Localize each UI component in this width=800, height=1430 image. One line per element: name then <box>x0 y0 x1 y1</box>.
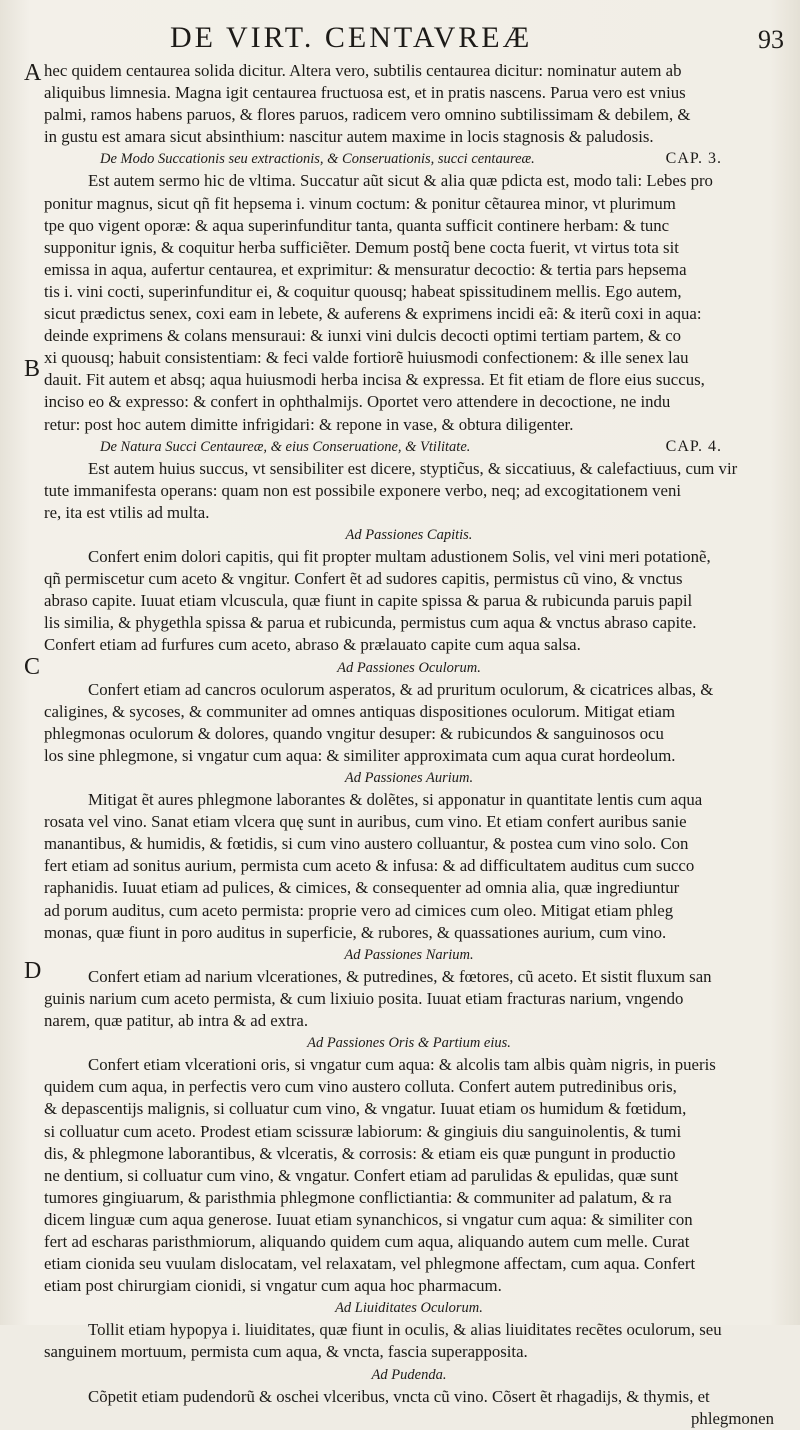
text-line <box>44 391 774 413</box>
line-text: Est autem sermo hic de vltima. Succatur aũt sicut & alia quæ pdicta est, modo tali: Lebes pro <box>88 171 713 191</box>
text-line <box>44 325 774 347</box>
line-text: etiam post chirurgiam cionidi, si vngatur cum aqua hoc pharmacum. <box>44 1276 502 1296</box>
line-text: emissa in aqua, aufertur centaurea, et exprimitur: & mensuratur decoctio: & tertia pars hepsema <box>44 259 687 279</box>
text-line <box>44 855 774 877</box>
line-text: qñ permiscetur cum aceto & vngitur. Confert ẽt ad sudores capitis, permistus cũ vino, & vnctus <box>44 569 683 589</box>
text-line <box>44 900 774 922</box>
text-line <box>44 568 774 590</box>
text-line <box>44 1275 774 1297</box>
chapter-title: De Natura Succi Centaureæ, & eius Conseruatione, & Vtilitate. <box>100 438 471 455</box>
line-text: tumores gingiuarum, & paristhmia phlegmone conflictiantia: & communiter ad palatum, & ra <box>44 1187 672 1207</box>
line-text: fert ad escharas paristhmiorum, aliquando quidem cum aqua, aliquando autem cum melle. Curat <box>44 1231 690 1251</box>
line-text: tis i. vini cocti, superinfunditur ei, & coquitur quousq; habeat spissitudinem mellis. Ego autem, <box>44 281 682 301</box>
line-text: etiam cionida seu vuulam dislocatam, vel relaxatam, vel phlegmone affectam, cum aqua. Confert <box>44 1254 696 1274</box>
line-text: & depascentijs malignis, si colluatur cum vino, & vngatur. Iuuat etiam os humidum & fœtidum, <box>44 1099 687 1119</box>
text-line <box>44 458 774 480</box>
line-text: in gustu est amara sicut absinthium: nascitur autem maxime in locis stagnosis & paludosis. <box>44 127 654 147</box>
main-text <box>44 60 774 1428</box>
text-line <box>44 193 774 215</box>
line-text: fert etiam ad sonitus aurium, permista cum aceto & infusa: & ad difficultatem auditus cum succo <box>44 856 695 876</box>
text-line <box>44 215 774 237</box>
page-number: 93 <box>758 25 784 54</box>
line-text: los sine phlegmone, si vngatur cum aqua: & similiter approximata cum aqua curat hordeolum. <box>44 745 676 765</box>
text-line <box>44 126 774 148</box>
text-line <box>44 369 774 391</box>
line-text: Confert etiam ad furfures cum aceto, abraso & prælauato capite cum aqua salsa. <box>44 635 581 655</box>
section-heading: Ad Passiones Oris & Partium eius. <box>307 1035 511 1052</box>
text-line <box>44 701 774 723</box>
line-text: tpe quo vigent oporæ: & aqua superinfunditur tanta, quanta sufficit continere herbam: & tunc <box>44 215 670 235</box>
text-line <box>44 502 774 524</box>
chapter-number: CAP. 3. <box>665 150 722 168</box>
line-text: tute immanifesta operans: quam non est possibile exponere verbo, neq; ad excogitationem veni <box>44 480 682 500</box>
line-text: Mitigat ẽt aures phlegmone laborantes & dolẽtes, si apponatur in quantitate lentis cum aqua <box>88 790 703 810</box>
chapter-heading <box>44 436 774 458</box>
text-line <box>44 259 774 281</box>
text-line <box>44 1054 774 1076</box>
text-line <box>44 811 774 833</box>
line-text: rosata vel vino. Sanat etiam vlcera quę sunt in auribus, cum vino. Et etiam confert auribus sanie <box>44 812 687 832</box>
line-text: dicem linguæ cum aqua generose. Iuuat etiam synanchicos, si vngatur cum aqua: & similiter con <box>44 1209 693 1229</box>
text-line <box>44 281 774 303</box>
line-text: Cõpetit etiam pudendorũ & oschei vlceribus, vncta cũ vino. Cõsert ẽt rhagadijs, & thymis, et <box>88 1386 710 1406</box>
line-text: manantibus, & humidis, & fœtidis, si cum vino austero colluantur, & postea cum vino solo. Con <box>44 834 689 854</box>
section-heading: Ad Liuiditates Oculorum. <box>335 1300 483 1317</box>
text-line <box>44 60 774 82</box>
text-line <box>44 1143 774 1165</box>
text-line <box>44 1209 774 1231</box>
margin-letter-b: B <box>24 356 41 382</box>
text-line <box>44 634 774 656</box>
text-line <box>44 82 774 104</box>
line-text: ponitur magnus, sicut qñ fit hepsema i. vinum coctum: & ponitur cẽtaurea minor, vt plurimum <box>44 193 676 213</box>
text-line <box>44 1253 774 1275</box>
margin-letter-d: D <box>24 958 42 984</box>
line-text: monas, quæ fiunt in poro auditus in superficie, & rubores, & quassationes aurium, cum vino. <box>44 922 667 942</box>
catchword: phlegmonen <box>691 1408 774 1428</box>
text-line <box>44 104 774 126</box>
text-line <box>44 1341 774 1363</box>
chapter-title: De Modo Succationis seu extractionis, & Conseruationis, succi centaureæ. <box>100 151 535 168</box>
line-text: Tollit etiam hypopya i. liuiditates, quæ fiunt in oculis, & alias liuiditates recẽtes oculorum, seu <box>88 1320 722 1340</box>
section-heading: Ad Pudenda. <box>371 1366 447 1383</box>
text-line <box>44 347 774 369</box>
text-line <box>44 612 774 634</box>
line-text: dis, & phlegmone laborantibus, & vlceratis, & corrosis: & etiam eis quæ pungunt in productio <box>44 1143 676 1163</box>
section-heading: Ad Passiones Aurium. <box>344 770 474 786</box>
line-text: inciso eo & expresso: & confert in ophthalmijs. Oportet vero attendere in decoctione, ne indu <box>44 392 671 412</box>
line-text: deinde exprimens & colans mensuraui: & iunxi vini dulcis decocti optimi tertiam partem, & co <box>44 326 682 346</box>
line-text: palmi, ramos habens paruos, & flores paruos, radicem vero omnino subtilissimam & debilem, & <box>44 105 691 125</box>
section-heading: Ad Passiones Capitis. <box>345 526 473 543</box>
text-line <box>44 877 774 899</box>
text-line <box>44 170 774 192</box>
line-text: quidem cum aqua, in perfectis vero cum vino austero colluta. Confert autem putredinibus oris, <box>44 1077 677 1097</box>
line-text: Confert etiam vlcerationi oris, si vngatur cum aqua: & alcolis tam albis quàm nigris, in pueris <box>88 1055 716 1075</box>
section-heading: Ad Passiones Oculorum. <box>337 659 481 676</box>
text-line <box>44 480 774 502</box>
text-line <box>44 1010 774 1032</box>
text-line <box>44 1165 774 1187</box>
text-line <box>44 1231 774 1253</box>
running-title: DE VIRT. CENTAVREÆ <box>170 21 533 54</box>
line-text: Confert etiam ad cancros oculorum asperatos, & ad pruritum oculorum, & cicatrices albas, & <box>88 679 714 699</box>
line-text: guinis narium cum aceto permista, & cum lixiuio posita. Iuuat etiam fracturas narium, vngendo <box>44 988 684 1008</box>
line-text: ad porum auditus, cum aceto permista: proprie vero ad cimices cum oleo. Mitigat etiam phleg <box>44 900 674 920</box>
text-line <box>44 966 774 988</box>
line-text: narem, quæ patitur, ab intra & ad extra. <box>44 1011 309 1031</box>
text-line <box>44 988 774 1010</box>
text-line <box>44 1098 774 1120</box>
text-line <box>44 546 774 568</box>
line-text: si colluatur cum aceto. Prodest etiam scissuræ labiorum: & gingiuis diu sanguinolentis, & tumi <box>44 1121 682 1141</box>
section-heading: Ad Passiones Narium. <box>344 946 474 963</box>
text-line <box>44 303 774 325</box>
line-text: abraso capite. Iuuat etiam vlcuscula, quæ fiunt in capite spissa & parua & rubicunda paruis papil <box>44 591 693 611</box>
page-header <box>0 18 800 58</box>
chapter-number: CAP. 4. <box>665 437 722 455</box>
text-line <box>44 1386 774 1408</box>
line-text: ne dentium, si colluatur cum vino, & vngatur. Confert etiam ad parulidas & epulidas, quæ sunt <box>44 1165 679 1185</box>
line-text: Est autem huius succus, vt sensibiliter est dicere, styptic̃us, & siccatiuus, & calefactiuus, cum vir <box>88 458 738 478</box>
line-text: hec quidem centaurea solida dicitur. Altera vero, subtilis centaurea dicitur: nominatur autem ab <box>44 61 682 80</box>
line-text: lis similia, & phygethla spissa & parua et rubicunda, permistus cum aqua & vnctus abraso capite. <box>44 613 697 633</box>
line-text: caligines, & sycoses, & communiter ad omnes antiquas dispositiones oculorum. Mitigat etiam <box>44 701 676 721</box>
text-line <box>44 723 774 745</box>
line-text: Confert enim dolori capitis, qui fit propter multam adustionem Solis, vel vini meri potationẽ, <box>88 547 711 567</box>
margin-letter-c: C <box>24 654 41 680</box>
text-line <box>44 789 774 811</box>
text-line <box>44 237 774 259</box>
text-line <box>44 1319 774 1341</box>
line-text: phlegmonas oculorum & dolores, quando vngitur desuper: & rubicundos & sanguinosos ocu <box>44 723 664 743</box>
line-text: re, ita est vtilis ad multa. <box>44 502 210 522</box>
line-text: aliquibus limnesia. Magna igit centaurea fructuosa est, et in pratis nascens. Parua vero est vnius <box>44 83 686 103</box>
line-text: Confert etiam ad narium vlcerationes, & putredines, & fœtores, cũ aceto. Et sistit fluxum san <box>88 966 712 986</box>
text-line <box>44 414 774 436</box>
line-text: retur: post hoc autem dimitte infrigidari: & repone in vase, & obtura diligenter. <box>44 414 574 434</box>
line-text: xi quousq; habuit consistentiam: & feci valde fortiorẽ huiusmodi confectionem: & ille senex lau <box>44 348 689 368</box>
line-text: sanguinem mortuum, permista cum aqua, & vncta, fascia superapposita. <box>44 1342 528 1362</box>
text-line <box>44 1076 774 1098</box>
line-text: supponitur ignis, & coquitur herba sufficiẽter. Demum postq̃ bene cocta fuerit, vt virtus tota sit <box>44 237 679 257</box>
text-line <box>44 833 774 855</box>
line-text: raphanidis. Iuuat etiam ad pulices, & cimices, & consequenter ad omnia alia, quæ ingrediuntur <box>44 878 680 898</box>
text-line <box>44 922 774 944</box>
margin-letter-a: A <box>24 60 42 86</box>
text-line <box>44 745 774 767</box>
text-line <box>44 1121 774 1143</box>
line-text: sicut prædictus senex, coxi eam in lebete, & auferens & exprimens incidi eã: & iterũ coxi in aqua: <box>44 304 702 324</box>
text-line <box>44 590 774 612</box>
text-line <box>44 1187 774 1209</box>
chapter-heading <box>44 148 774 170</box>
line-text: dauit. Fit autem et absq; aqua huiusmodi herba incisa & expressa. Et fit etiam de flore eius succus, <box>44 370 705 390</box>
text-line <box>44 679 774 701</box>
